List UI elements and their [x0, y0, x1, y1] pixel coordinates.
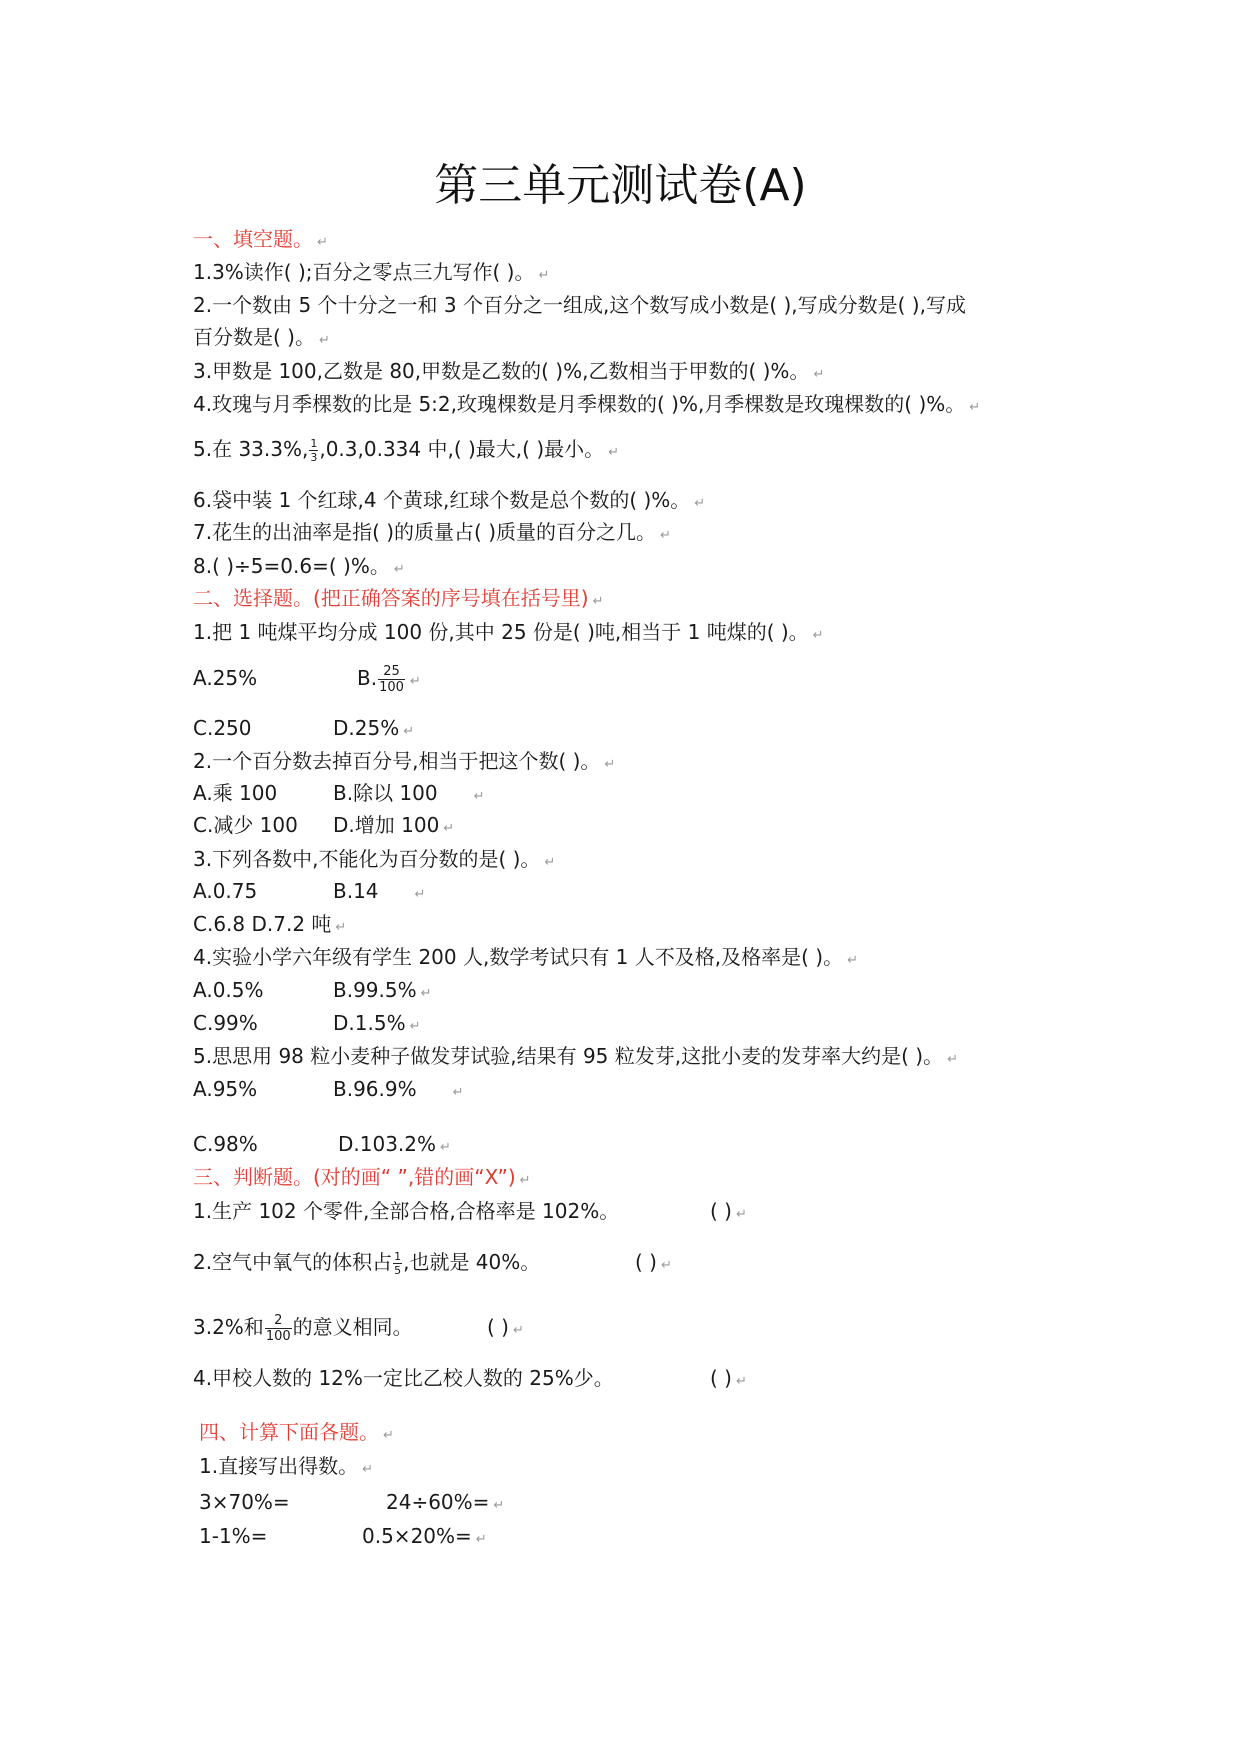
option-2-1-d: [333, 714, 414, 746]
return-mark-icon: ↵: [735, 1374, 747, 1389]
answer-parens: ( ): [635, 1250, 657, 1274]
option-text: B.96.9%: [333, 1077, 417, 1101]
return-mark-icon: ↵: [493, 1498, 505, 1513]
fraction: [309, 438, 318, 463]
fraction-numerator: 1: [310, 437, 318, 450]
question-text: ,也就是 40%。: [403, 1250, 541, 1274]
return-mark-icon: ↵: [420, 986, 432, 1001]
return-mark-icon: ↵: [409, 674, 421, 689]
return-mark-icon: ↵: [544, 855, 556, 870]
question-1-2-line-b: [193, 323, 330, 355]
return-mark-icon: ↵: [512, 1323, 524, 1338]
option-2-2-c: [193, 811, 298, 839]
option-text: A.0.5%: [193, 978, 264, 1002]
question-text: 2.一个数由 5 个十分之一和 3 个百分之一组成,这个数写成小数是( ),写成分数是( ),写成: [193, 293, 966, 317]
answer-parens: ( ): [710, 1199, 732, 1223]
option-2-5-d: [338, 1130, 451, 1162]
option-text: C.250: [193, 716, 252, 740]
question-text: 1.直接写出得数。: [199, 1454, 359, 1478]
heading-text: 二、选择题。(把正确答案的序号填在括号里): [193, 586, 589, 610]
answer-parens-3-4: [710, 1364, 747, 1396]
return-mark-icon: ↵: [519, 1173, 531, 1188]
fraction-denominator: 100: [265, 1329, 291, 1344]
option-text: B.除以 100: [333, 781, 438, 805]
option-text: A.95%: [193, 1077, 258, 1101]
return-mark-icon: ↵: [660, 1258, 672, 1273]
option-text: D.增加 100: [333, 813, 440, 837]
option-2-1-c: [193, 714, 252, 742]
fraction-denominator: 5: [394, 1264, 402, 1277]
return-mark-icon: ↵: [660, 528, 671, 543]
option-text: D.103.2%: [338, 1132, 437, 1156]
return-mark-icon: ↵: [604, 757, 616, 772]
question-2-5: [193, 1042, 958, 1074]
question-1-1: [193, 258, 549, 290]
option-2-3-a: [193, 877, 257, 905]
return-mark-icon: ↵: [403, 724, 415, 739]
question-text: 3.2%和: [193, 1315, 264, 1339]
option-2-5-a: [193, 1075, 257, 1103]
question-3-4: [193, 1364, 614, 1392]
fraction-denominator: 100: [379, 680, 404, 695]
option-text: A.0.75: [193, 879, 258, 903]
question-text: 8.( )÷5=0.6=( )%。: [193, 554, 390, 578]
option-text: C.6.8 D.7.2 吨: [193, 912, 332, 936]
calc-text: 3×70%=: [199, 1490, 290, 1514]
calc-text: 1-1%=: [199, 1524, 268, 1548]
fraction: [393, 1251, 402, 1276]
question-2-2: [193, 747, 615, 779]
question-3-1: [193, 1197, 619, 1225]
option-text: C.减少 100: [193, 813, 298, 837]
question-1-2-line-a: [193, 291, 966, 319]
return-mark-icon: ↵: [414, 887, 426, 902]
return-mark-icon: ↵: [847, 953, 858, 968]
fraction-numerator: 25: [378, 665, 405, 680]
answer-parens: ( ): [487, 1315, 509, 1339]
question-1-5: [193, 435, 619, 467]
return-mark-icon: ↵: [538, 268, 550, 283]
option-2-3-b: [333, 877, 425, 909]
fraction: [378, 665, 405, 694]
question-1-8: [193, 552, 405, 584]
question-1-4: [193, 390, 980, 422]
question-3-3: [193, 1313, 413, 1343]
question-text: 3.甲数是 100,乙数是 80,甲数是乙数的( )%,乙数相当于甲数的( )%。: [193, 359, 810, 383]
return-mark-icon: ↵: [452, 1085, 464, 1100]
calc-item-1: [199, 1488, 290, 1516]
section-heading-choice: [193, 584, 604, 616]
answer-parens-3-1: [710, 1197, 747, 1229]
return-mark-icon: ↵: [608, 445, 620, 460]
question-text: 2.空气中氧气的体积占: [193, 1250, 393, 1274]
return-mark-icon: ↵: [473, 789, 485, 804]
option-2-5-b: [333, 1075, 464, 1107]
heading-text: 三、判断题。(对的画“ ”,错的画“X”): [193, 1165, 516, 1189]
question-text: 1.把 1 吨煤平均分成 100 份,其中 25 份是( )吨,相当于 1 吨煤的( )。: [193, 620, 809, 644]
return-mark-icon: ↵: [947, 1052, 958, 1067]
fraction-denominator: 3: [310, 451, 318, 464]
page-title: 第三单元测试卷(A): [434, 160, 807, 211]
calc-text: 24÷60%=: [386, 1490, 490, 1514]
return-mark-icon: ↵: [812, 628, 824, 643]
calc-item-3: [199, 1522, 267, 1550]
heading-text: 四、计算下面各题。: [199, 1420, 379, 1444]
question-text: 3.下列各数中,不能化为百分数的是( )。: [193, 847, 541, 871]
option-text: B.: [357, 666, 378, 690]
fraction: [265, 1314, 292, 1343]
option-2-1-b: [357, 664, 421, 696]
option-2-3-cd: [193, 910, 346, 942]
question-text: 5.思思用 98 粒小麦种子做发芽试验,结果有 95 粒发芽,这批小麦的发芽率大约是( )。: [193, 1044, 944, 1068]
calc-text: 0.5×20%=: [362, 1524, 472, 1548]
option-text: A.25%: [193, 666, 258, 690]
option-2-4-d: [333, 1009, 420, 1041]
option-2-2-b: [333, 779, 485, 811]
question-2-1: [193, 618, 824, 650]
option-text: A.乘 100: [193, 781, 278, 805]
section-heading-judge: [193, 1163, 531, 1195]
question-1-6: [193, 486, 705, 518]
question-text: 1.3%读作( );百分之零点三九写作( )。: [193, 260, 535, 284]
return-mark-icon: ↵: [735, 1207, 747, 1222]
answer-parens-3-3: [487, 1313, 524, 1345]
sub-question-4-1: [199, 1452, 373, 1484]
question-text: 5.在 33.3%,: [193, 437, 309, 461]
return-mark-icon: ↵: [443, 821, 455, 836]
return-mark-icon: ↵: [592, 594, 604, 609]
question-2-4: [193, 943, 858, 975]
question-3-2: [193, 1248, 540, 1276]
option-2-5-c: [193, 1130, 258, 1158]
question-text: 6.袋中装 1 个红球,4 个黄球,红球个数是总个数的( )%。: [193, 488, 691, 512]
return-mark-icon: ↵: [409, 1019, 421, 1034]
question-text: 7.花生的出油率是指( )的质量占( )质量的百分之几。: [193, 520, 657, 544]
answer-parens-3-2: [635, 1248, 672, 1280]
fraction-numerator: 2: [265, 1314, 292, 1329]
option-2-4-c: [193, 1009, 258, 1037]
heading-text: 一、填空题。: [193, 227, 313, 251]
section-heading-fill-in: [193, 225, 328, 257]
question-text: 的意义相同。: [292, 1315, 413, 1339]
return-mark-icon: ↵: [475, 1532, 487, 1547]
option-text: C.98%: [193, 1132, 258, 1156]
question-text: 百分数是( )。: [193, 325, 315, 349]
return-mark-icon: ↵: [317, 235, 328, 250]
question-text: 4.玫瑰与月季棵数的比是 5:2,玫瑰棵数是月季棵数的( )%,月季棵数是玫瑰棵数的( )%。: [193, 392, 966, 416]
option-text: B.14: [333, 879, 379, 903]
question-text: 1.生产 102 个零件,全部合格,合格率是 102%。: [193, 1199, 620, 1223]
fraction-numerator: 1: [394, 1250, 402, 1263]
option-text: D.1.5%: [333, 1011, 406, 1035]
question-text: 4.甲校人数的 12%一定比乙校人数的 25%少。: [193, 1366, 614, 1390]
option-2-1-a: [193, 664, 257, 692]
question-text: 4.实验小学六年级有学生 200 人,数学考试只有 1 人不及格,及格率是( )。: [193, 945, 844, 969]
question-2-3: [193, 845, 555, 877]
calc-item-2: [386, 1488, 504, 1520]
option-text: D.25%: [333, 716, 400, 740]
return-mark-icon: ↵: [440, 1140, 451, 1155]
return-mark-icon: ↵: [362, 1462, 373, 1477]
option-text: B.99.5%: [333, 978, 417, 1002]
question-1-3: [193, 357, 824, 389]
return-mark-icon: ↵: [393, 562, 405, 577]
option-text: C.99%: [193, 1011, 258, 1035]
answer-parens: ( ): [710, 1366, 732, 1390]
question-1-7: [193, 518, 671, 550]
question-text: ,0.3,0.334 中,( )最大,( )最小。: [319, 437, 605, 461]
return-mark-icon: ↵: [694, 496, 706, 511]
return-mark-icon: ↵: [318, 333, 330, 348]
calc-item-4: [362, 1522, 487, 1554]
return-mark-icon: ↵: [335, 920, 347, 935]
option-2-4-a: [193, 976, 264, 1004]
question-text: 2.一个百分数去掉百分号,相当于把这个数( )。: [193, 749, 601, 773]
return-mark-icon: ↵: [969, 400, 981, 415]
option-2-4-b: [333, 976, 432, 1008]
option-2-2-d: [333, 811, 454, 843]
option-2-2-a: [193, 779, 277, 807]
return-mark-icon: ↵: [383, 1428, 394, 1443]
return-mark-icon: ↵: [813, 367, 825, 382]
section-heading-calculation: [199, 1418, 394, 1450]
